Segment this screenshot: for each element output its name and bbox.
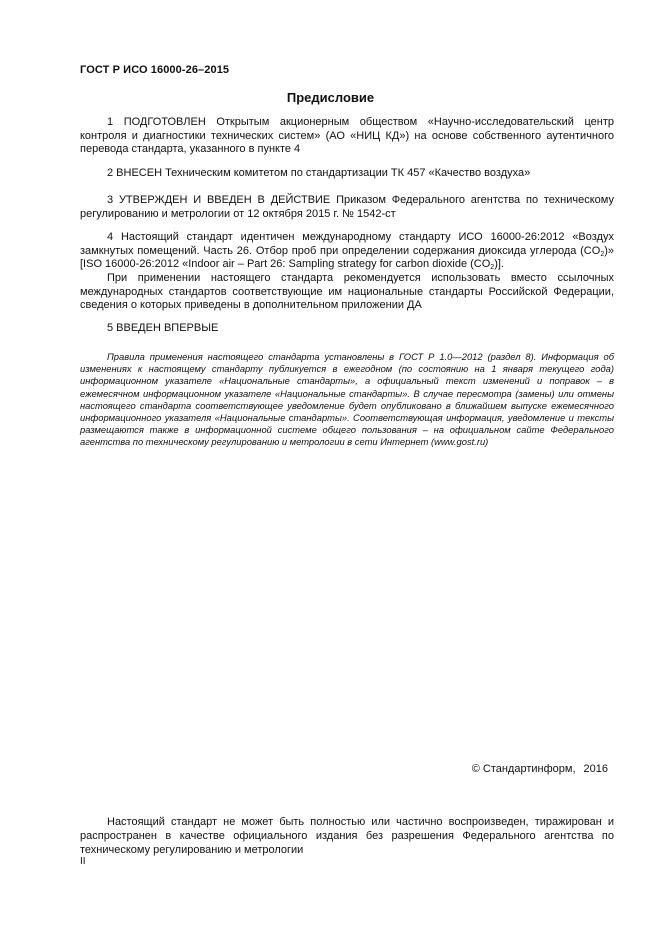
copyright-label: © Стандартинформ, bbox=[471, 763, 576, 775]
item-4-application: При применении настоящего стандарта рекомендуется использовать вместо ссылочных международных стандартов соответствующие им национальные стандарты Российской Федерации, сведения о которых приведены в дополнительном приложении ДА bbox=[80, 272, 614, 312]
co2-subscript: 2 bbox=[600, 250, 605, 258]
item-4-text-b: )» [ISO 16000-26:2012 «Indoor air – Part 26: Sampling strategy for carbon dioxide (CO bbox=[80, 244, 614, 271]
reproduction-notice: Настоящий стандарт не может быть полностью или частично воспроизведен, тиражирован и распространен в качестве официального издания без разрешения Федерального агентства по техническому регулированию и метрологии bbox=[80, 816, 614, 856]
item-4-text-c: )]. bbox=[494, 258, 504, 271]
application-rules-note: Правила применения настоящего стандарта установлены в ГОСТ Р 1.0—2012 (раздел 8). Информация об изменениях к настоящему стандарту публикуется в ежегодном (по состоянию на 1 января текущего года) информационном указателе «Национальные стандарты», а официальный текст изменений и поправок – в ежемесячном информационном указателе «Национальные стандарты». В случае пересмотра (замены) или отмены настоящего стандарта соответствующее уведомление будет опубликовано в ближайшем выпуске ежемесячного информационного указателя «Национальные стандарты». Соответствующая информация, уведомление и тексты размещаются также в информационной системе общего пользования – на официальном сайте Федерального агентства по техническому регулированию и метрологии в сети Интернет (www.gost.ru) bbox=[80, 351, 614, 448]
item-3-approved: 3 УТВЕРЖДЕН И ВВЕДЕН В ДЕЙСТВИЕ Приказом Федерального агентства по техническому регулированию и метрологии от 12 октября 2015 г. № 1542-ст bbox=[80, 194, 614, 220]
item-2-submitted: 2 ВНЕСЕН Техническим комитетом по стандартизации ТК 457 «Качество воздуха» bbox=[107, 167, 531, 179]
item-1-prepared: 1 ПОДГОТОВЛЕН Открытым акционерным обществом «Научно-исследовательский центр контроля и диагностики технических систем» (АО «НИЦ КД») на основе собственного аутентичного перевода стандарта, указанного в пункте 4 bbox=[80, 116, 614, 156]
copyright-year: 2016 bbox=[583, 763, 608, 775]
co2-subscript: 2 bbox=[490, 264, 495, 272]
document-code: ГОСТ Р ИСО 16000-26–2015 bbox=[80, 64, 230, 76]
item-5-first-introduced: 5 ВВЕДЕН ВПЕРВЫЕ bbox=[107, 322, 219, 334]
item-4-text-a: 4 Настоящий стандарт идентичен международному стандарту ИСО 16000-26:2012 «Воздух замкнутых помещений. Часть 26. Отбор проб при определении содержания диоксида углерода (CO bbox=[80, 231, 614, 257]
page-title: Предисловие bbox=[286, 90, 375, 105]
item-4-identical bbox=[80, 231, 614, 272]
copyright-line bbox=[472, 763, 608, 775]
page-number: II bbox=[80, 856, 86, 867]
